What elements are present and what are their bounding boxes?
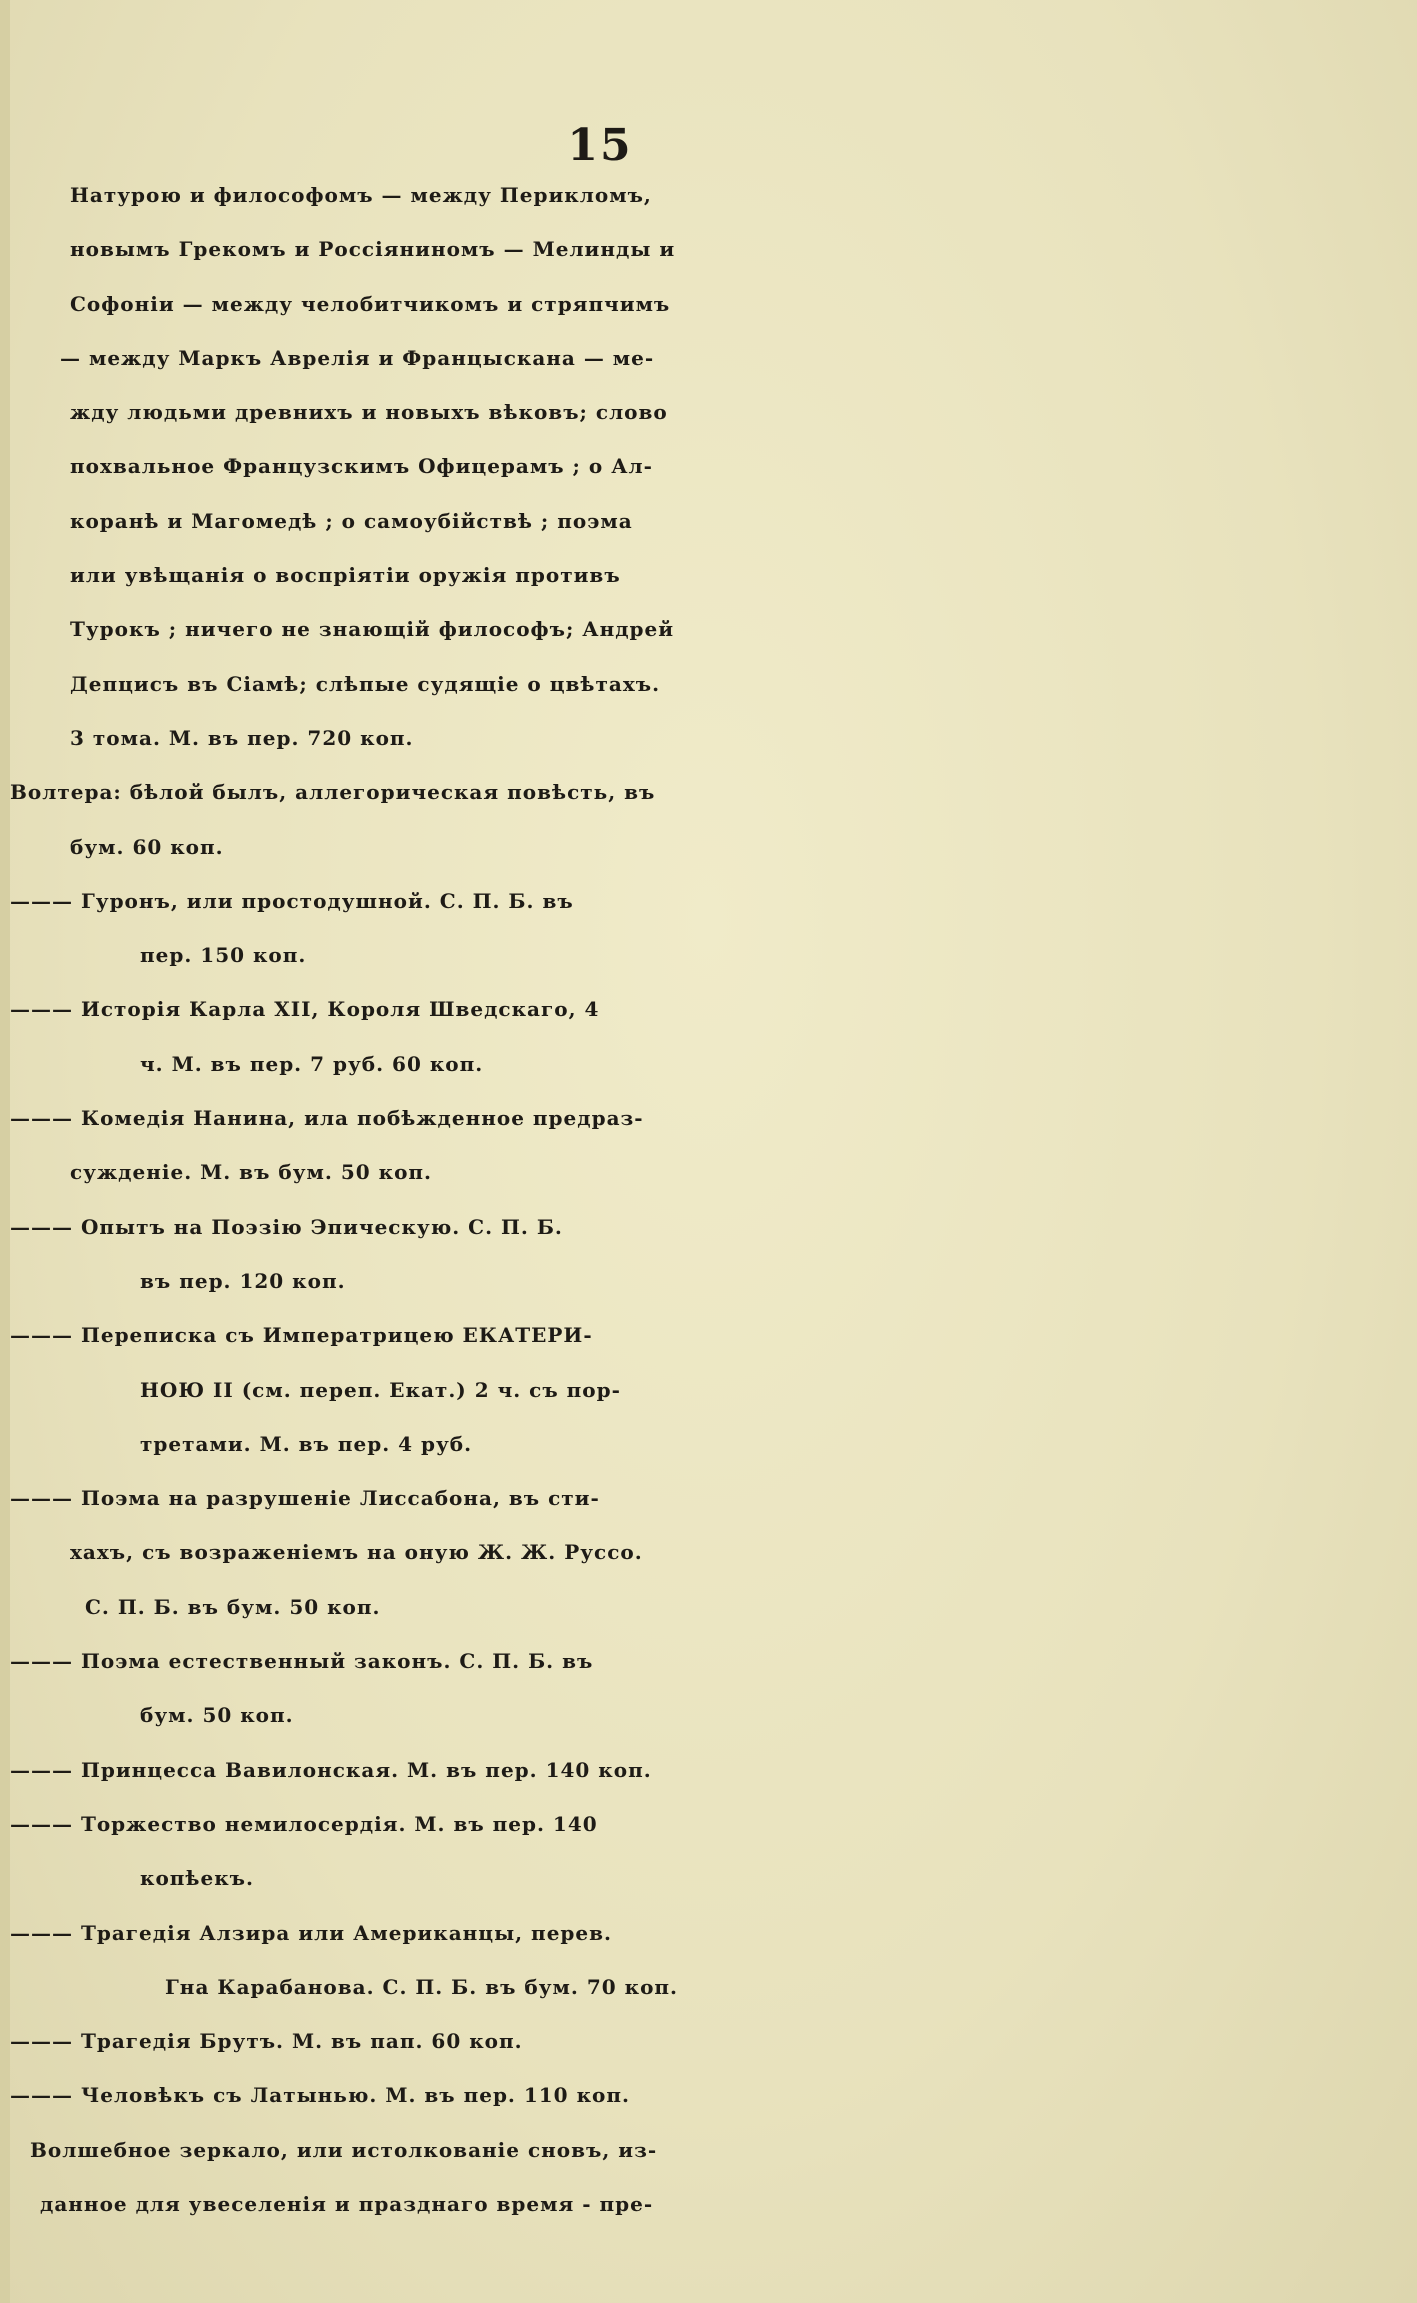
text-line: Волтера: бѣлой былъ, аллегорическая повѣсть, въ — [10, 780, 656, 805]
text-line: Волшебное зеркало, или истолкованіе сновъ, из- — [30, 2137, 658, 2162]
text-line: похвальное Французскимъ Офицерамъ ; о Ал- — [70, 454, 653, 479]
text-line: коранѣ и Магомедѣ ; о самоубійствѣ ; поэма — [70, 508, 633, 533]
text-line: ——— Поэма на разрушеніе Лиссабона, въ сти- — [10, 1486, 600, 1511]
text-line: бум. 60 коп. — [70, 834, 224, 859]
text-line: Софоніи — между челобитчикомъ и стряпчимъ — [70, 291, 671, 316]
text-line: новымъ Грекомъ и Россіяниномъ — Мелинды и — [70, 237, 676, 262]
text-line: ——— Трагедія Брутъ. М. въ пап. 60 коп. — [10, 2029, 523, 2054]
page-text — [0, 168, 1417, 2231]
text-line: — между Маркъ Аврелія и Францыскана — ме- — [60, 345, 655, 370]
text-line: Натурою и философомъ — между Перикломъ, — [70, 183, 652, 207]
page-number: 15 — [567, 120, 633, 171]
text-line: копѣекъ. — [140, 1866, 254, 1891]
text-line: Гна Карабанова. С. П. Б. въ бум. 70 коп. — [165, 1974, 679, 1999]
text-line: или увѣщанія о воспріятіи оружія противъ — [70, 563, 621, 588]
text-line: бум. 50 коп. — [140, 1703, 294, 1728]
text-line: хахъ, съ возраженіемъ на оную Ж. Ж. Руссо. — [70, 1540, 643, 1565]
text-line: ——— Комедія Нанина, ила побѣжденное предраз- — [10, 1106, 644, 1131]
text-line: ч. М. въ пер. 7 руб. 60 коп. — [140, 1051, 484, 1076]
text-line: ——— Гуронъ, или простодушной. С. П. Б. въ — [10, 888, 574, 913]
text-line: ——— Поэма естественный законъ. С. П. Б. въ — [10, 1649, 594, 1674]
text-line: Депцисъ въ Сіамѣ; слѣпые судящіе о цвѣтахъ. — [70, 671, 661, 696]
text-line: ——— Исторія Карла XII, Короля Шведскаго, 4 — [10, 997, 600, 1022]
text-line: ——— Опытъ на Поэзію Эпическую. С. П. Б. — [10, 1214, 563, 1239]
text-line: ——— Трагедія Алзира или Американцы, перев. — [10, 1920, 612, 1945]
text-line: НОЮ II (см. переп. Екат.) 2 ч. съ пор- — [140, 1377, 621, 1402]
text-line: Турокъ ; ничего не знающій философъ; Андрей — [70, 617, 675, 642]
text-line: ——— Переписка съ Императрицею ЕКАТЕРИ- — [10, 1323, 593, 1348]
text-line: ——— Принцесса Вавилонская. М. въ пер. 140 коп. — [10, 1757, 652, 1782]
text-line: жду людьми древнихъ и новыхъ вѣковъ; слово — [70, 400, 668, 425]
text-line: данное для увеселенія и празднаго время - пре- — [40, 2191, 654, 2216]
text-line: сужденіе. М. въ бум. 50 коп. — [70, 1160, 433, 1185]
text-line: С. П. Б. въ бум. 50 коп. — [85, 1594, 381, 1619]
text-line: пер. 150 коп. — [140, 943, 307, 968]
text-line: въ пер. 120 коп. — [140, 1268, 346, 1293]
text-line: 3 тома. М. въ пер. 720 коп. — [70, 725, 414, 750]
text-line: ——— Человѣкъ съ Латынью. М. въ пер. 110 коп. — [10, 2083, 630, 2108]
text-line: ——— Торжество немилосердія. М. въ пер. 140 — [10, 1811, 598, 1836]
text-line: третами. М. въ пер. 4 руб. — [140, 1431, 473, 1456]
